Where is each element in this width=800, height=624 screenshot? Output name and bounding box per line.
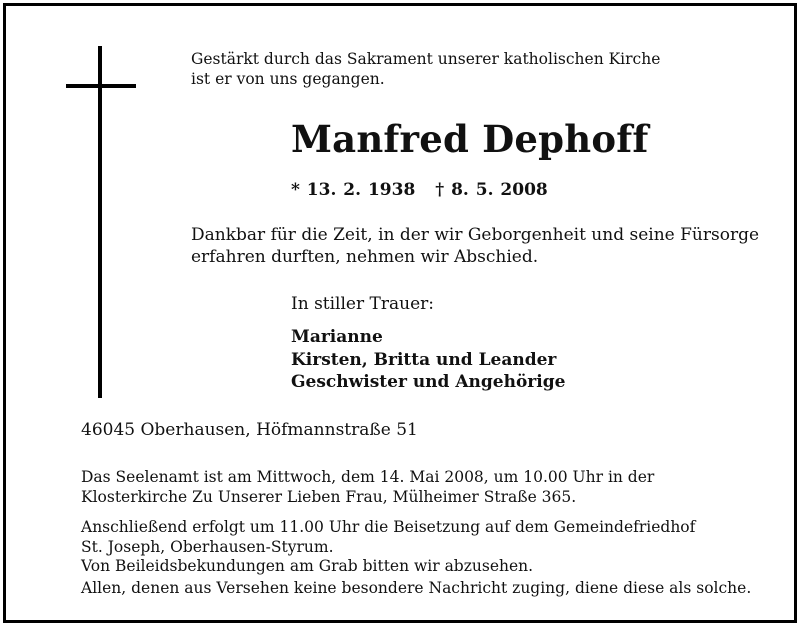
address: 46045 Oberhausen, Höfmannstraße 51 [81,420,418,440]
mourning-label: In stiller Trauer: [291,294,434,314]
mourner-name: Marianne [291,327,383,347]
intro-line-2: ist er von uns gegangen. [191,70,385,88]
death-date: † 8. 5. 2008 [435,180,548,200]
obituary-frame [3,3,797,623]
burial-info [81,518,695,577]
burial-line-3: Von Beileidsbekundungen am Grab bitten wir abzusehen. [81,557,534,575]
closing-note: Allen, denen aus Versehen keine besondere Nachricht zuging, diene diese als solche. [81,579,752,597]
burial-line-1: Anschließend erfolgt um 11.00 Uhr die Beisetzung auf dem Gemeindefriedhof [81,518,696,536]
thanks-text [191,224,759,268]
cross-vertical-bar [98,46,102,398]
intro-text [191,49,660,89]
deceased-name: Manfred Dephoff [291,117,649,161]
service-info [81,468,654,507]
birth-date: * 13. 2. 1938 [291,180,416,200]
life-dates [291,179,548,201]
thanks-line-1: Dankbar für die Zeit, in der wir Geborgenheit und seine Fürsorge [191,225,760,245]
burial-line-2: St. Joseph, Oberhausen-Styrum. [81,537,334,556]
service-line-2: Klosterkirche Zu Unserer Lieben Frau, Mülheimer Straße 365. [81,487,577,506]
service-line-1: Das Seelenamt ist am Mittwoch, dem 14. Mai 2008, um 10.00 Uhr in der [81,468,655,486]
mourner-name: Geschwister und Angehörige [291,372,566,392]
mourner-name: Kirsten, Britta und Leander [291,349,557,370]
mourners-list [291,326,565,394]
thanks-line-2: erfahren durften, nehmen wir Abschied. [191,247,539,267]
cross-horizontal-bar [66,84,136,88]
intro-line-1: Gestärkt durch das Sakrament unserer katholischen Kirche [191,50,661,68]
